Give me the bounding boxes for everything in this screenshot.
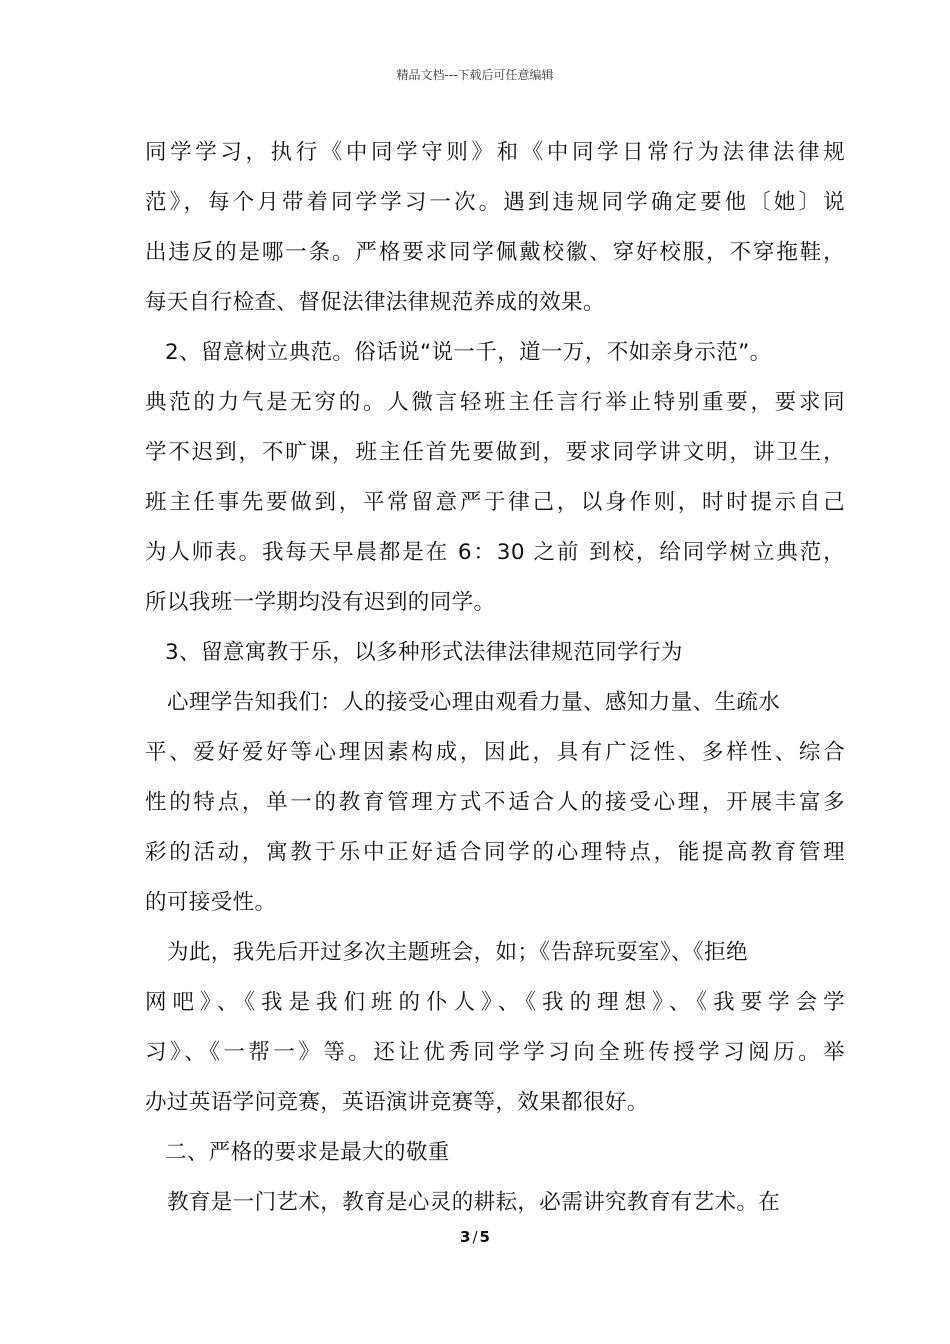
page-header: 精品文档---下载后可任意编辑 (396, 68, 554, 82)
paragraph-line: 范》，每个月带着同学学习一次。遇到违规同学确定要他〔她〕说 (145, 190, 845, 215)
body-text (145, 128, 845, 1228)
paragraph-line: 班主任事先要做到，平常留意严于律己，以身作则，时时提示自己 (145, 490, 845, 515)
paragraph-line: 学不迟到，不旷课，班主任首先要做到，要求同学讲文明，讲卫生， (145, 440, 845, 465)
paragraph-line: 为人师表。我每天早晨都是在 6：30 之前 到校，给同学树立典范， (145, 540, 845, 565)
paragraph-line: 为此，我先后开过多次主题班会，如；《告辞玩耍室》、《拒绝 (167, 940, 748, 965)
paragraph-line: 同学学习，执行《中同学守则》和《中同学日常行为法律法律规 (145, 140, 845, 165)
section-heading-line: 二、严格的要求是最大的敬重 (165, 1140, 450, 1165)
paragraph-line: 典范的力气是无穷的。人微言轻班主任言行举止特别重要，要求同 (145, 390, 845, 415)
paragraph-line: 出违反的是哪一条。严格要求同学佩戴校徽、穿好校服，不穿拖鞋， (145, 240, 845, 265)
total-page-count: 5 (479, 1228, 490, 1246)
paragraph-line: 习》、《一帮一》等。还让优秀同学学习向全班传授学习阅历。举 (145, 1040, 845, 1065)
section-heading-line: 2、留意树立典范。俗话说“说一千，道一万，不如亲身示范”。 (165, 340, 772, 365)
paragraph-line: 性的特点，单一的教育管理方式不适合人的接受心理，开展丰富多 (145, 790, 845, 815)
paragraph-line: 办过英语学问竞赛，英语演讲竞赛等，效果都很好。 (145, 1090, 649, 1115)
paragraph-line: 教育是一门艺术，教育是心灵的耕耘，必需讲究教育有艺术。在 (167, 1190, 781, 1215)
section-heading-line: 3、留意寓教于乐，以多种形式法律法律规范同学行为 (165, 640, 683, 665)
paragraph-line: 平、爱好爱好等心理因素构成，因此，具有广泛性、多样性、综合 (145, 740, 845, 765)
current-page-number: 3 (460, 1228, 471, 1246)
page-number-separator: / (472, 1228, 478, 1246)
paragraph-line: 彩的活动，寓教于乐中正好适合同学的心理特点，能提高教育管理 (145, 840, 845, 865)
paragraph-line: 的可接受性。 (145, 890, 277, 915)
paragraph-line: 网吧》、《我是我们班的仆人》、《我的理想》、《我要学会学 (145, 990, 845, 1015)
paragraph-line: 所以我班一学期均没有迟到的同学。 (145, 590, 496, 615)
page-number (0, 1228, 950, 1246)
paragraph-line: 心理学告知我们：人的接受心理由观看力量、感知力量、生疏水 (167, 690, 781, 715)
paragraph-line: 每天自行检查、督促法律法律规范养成的效果。 (145, 290, 605, 315)
